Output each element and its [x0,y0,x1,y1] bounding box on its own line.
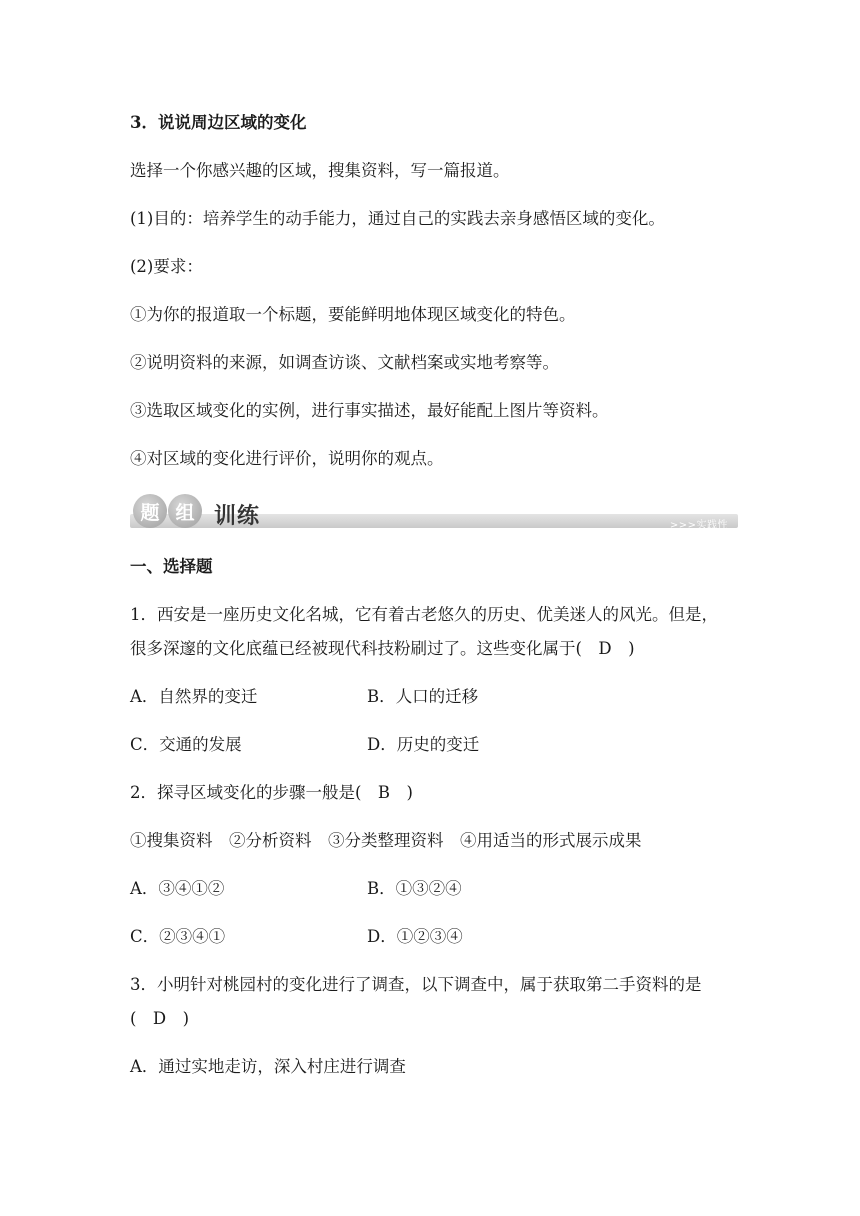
requirement-item: ①为你的报道取一个标题，要能鲜明地体现区域变化的特色。 [130,305,576,324]
question-text: 2．探寻区域变化的步骤一般是( B ) [130,783,413,802]
section-intro: 选择一个你感兴趣的区域，搜集资料，写一篇报道。 [130,161,510,180]
option-c: C．②③④① [130,927,226,946]
question-text: 1．西安是一座历史文化名城，它有着古老悠久的历史、优美迷人的风光。但是， [130,605,718,624]
purpose-text: (1)目的：培养学生的动手能力，通过自己的实践去亲身感悟区域的变化。 [130,209,665,228]
question-text: ( D ) [130,1009,190,1028]
option-a: A．通过实地走访，深入村庄进行调查 [130,1057,406,1076]
banner-tag: >>>实践性 [669,520,728,531]
option-b: B．①③②④ [367,879,462,898]
banner-badge: 题 [133,494,167,528]
option-d: D．①②③④ [367,927,463,946]
question-text: 很多深邃的文化底蕴已经被现代科技粉刷过了。这些变化属于( D ) [130,639,635,658]
question-items: ①搜集资料 ②分析资料 ③分类整理资料 ④用适当的形式展示成果 [130,831,642,850]
requirement-item: ④对区域的变化进行评价，说明你的观点。 [130,449,444,468]
part-heading: 一、选择题 [130,557,213,576]
question-text: 3．小明针对桃园村的变化进行了调查，以下调查中，属于获取第二手资料的是 [130,975,702,994]
option-d: D．历史的变迁 [367,735,480,754]
requirement-label: (2)要求： [130,257,203,276]
section-heading: 3．说说周边区域的变化 [130,113,307,132]
banner-badge: 组 [168,494,202,528]
option-a: A．③④①② [130,879,225,898]
practice-banner [130,492,740,536]
banner-title: 训练 [214,504,261,529]
option-a: A．自然界的变迁 [130,687,258,706]
option-c: C．交通的发展 [130,735,242,754]
option-b: B．人口的迁移 [367,687,479,706]
requirement-item: ②说明资料的来源，如调查访谈、文献档案或实地考察等。 [130,353,559,372]
requirement-item: ③选取区域变化的实例，进行事实描述，最好能配上图片等资料。 [130,401,609,420]
